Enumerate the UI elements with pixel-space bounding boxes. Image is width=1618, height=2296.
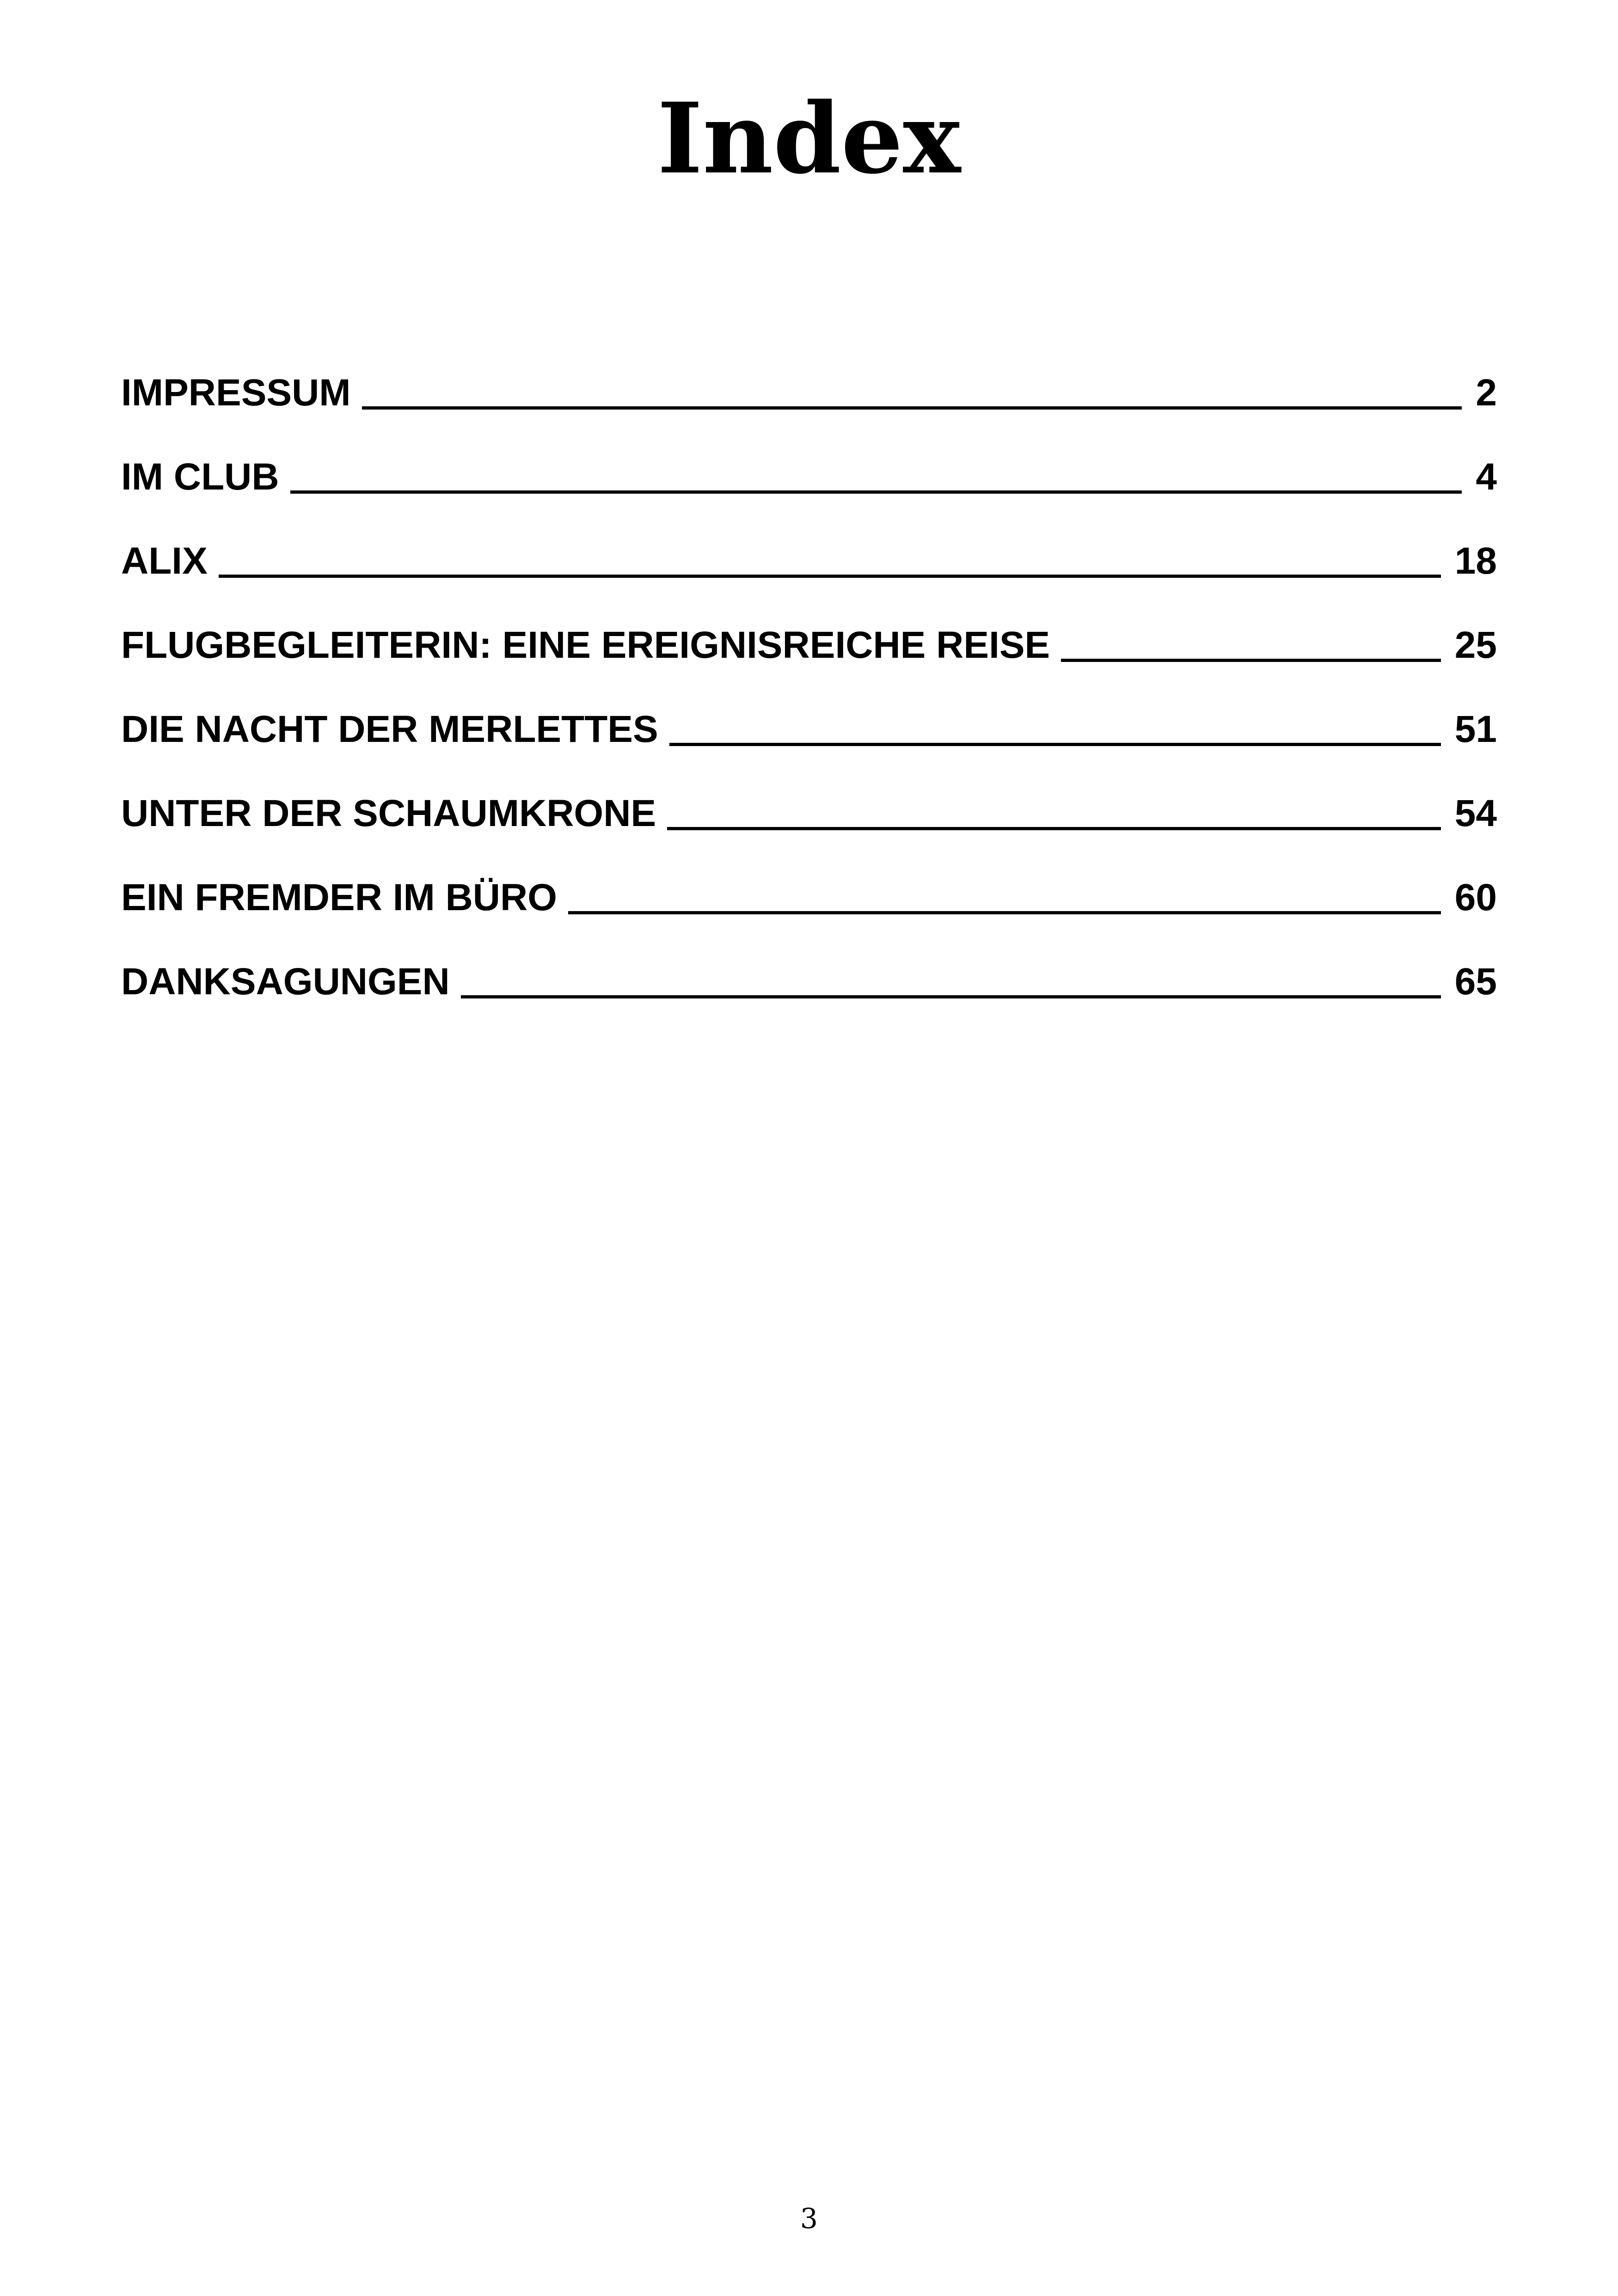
toc-entry-nacht-der-merlettes[interactable] — [121, 668, 1497, 753]
toc-entry-schaumkrone[interactable] — [121, 753, 1497, 837]
toc-leader-line — [667, 827, 1441, 830]
toc-entry-impressum[interactable] — [121, 332, 1497, 416]
page-title: Index — [657, 81, 961, 196]
toc-leader-line — [669, 743, 1441, 746]
toc-entry-title: ALIX — [121, 540, 208, 582]
table-of-contents — [121, 332, 1497, 1005]
toc-entry-fremder-im-buero[interactable] — [121, 837, 1497, 921]
toc-entry-page: 60 — [1454, 876, 1497, 918]
toc-entry-danksagungen[interactable] — [121, 921, 1497, 1005]
toc-entry-page: 25 — [1454, 624, 1497, 666]
toc-entry-title: IM CLUB — [121, 456, 279, 498]
toc-entry-page: 2 — [1476, 372, 1497, 414]
toc-entry-im-club[interactable] — [121, 416, 1497, 500]
toc-entry-title: DIE NACHT DER MERLETTES — [121, 708, 658, 750]
page-number: 3 — [800, 2203, 818, 2235]
toc-entry-page: 4 — [1476, 456, 1497, 498]
toc-entry-title: IMPRESSUM — [121, 372, 351, 414]
toc-entry-title: FLUGBEGLEITERIN: EINE EREIGNISREICHE REISE — [121, 624, 1050, 666]
toc-leader-line — [568, 911, 1441, 914]
toc-entry-flugbegleiterin[interactable] — [121, 584, 1497, 668]
toc-leader-line — [1061, 659, 1441, 662]
toc-entry-page: 65 — [1454, 961, 1497, 1003]
toc-leader-line — [219, 575, 1441, 578]
toc-entry-alix[interactable] — [121, 500, 1497, 584]
toc-entry-title: EIN FREMDER IM BÜRO — [121, 876, 557, 918]
toc-leader-line — [461, 995, 1441, 998]
toc-entry-page: 54 — [1454, 792, 1497, 834]
toc-leader-line — [290, 490, 1462, 494]
toc-entry-page: 51 — [1454, 708, 1497, 750]
toc-entry-page: 18 — [1454, 540, 1497, 582]
toc-entry-title: DANKSAGUNGEN — [121, 961, 450, 1003]
toc-entry-title: UNTER DER SCHAUMKRONE — [121, 792, 656, 834]
toc-leader-line — [362, 406, 1462, 410]
